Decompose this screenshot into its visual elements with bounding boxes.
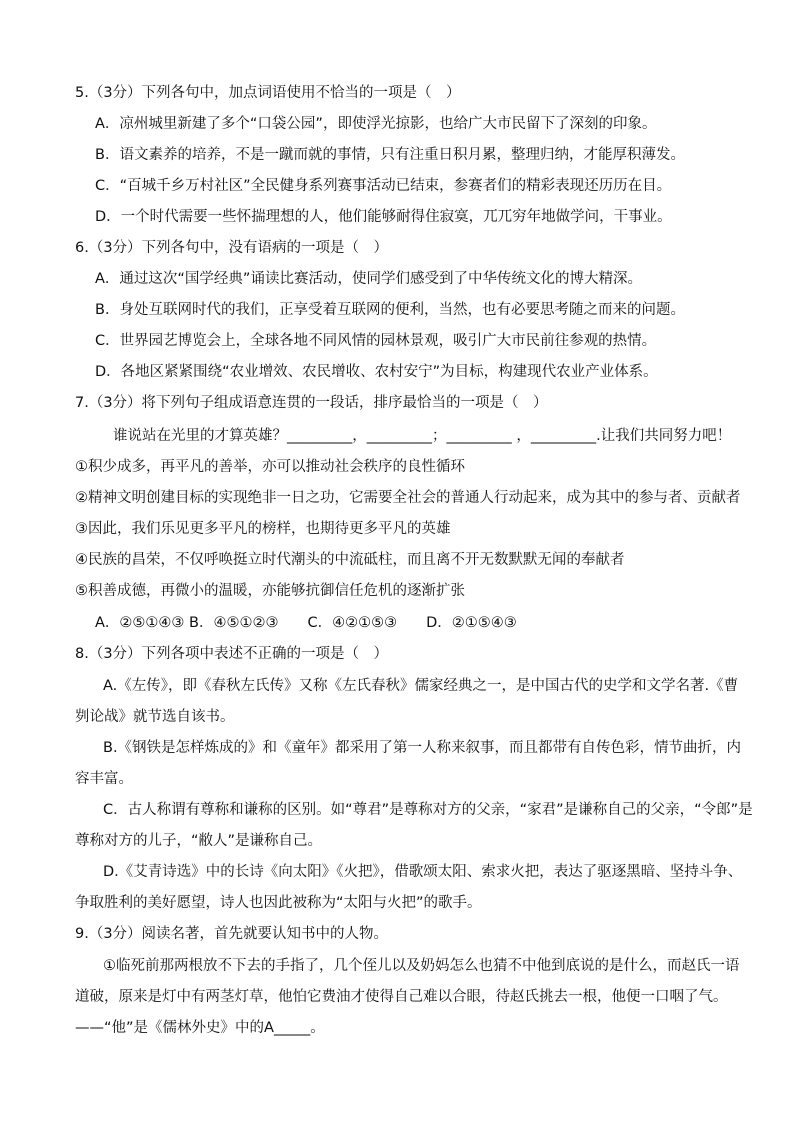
q5-option-c: C．“百城千乡万村社区”全民健身系列赛事活动已结束，参赛者们的精彩表现还历历在目。 [95, 178, 672, 194]
q6-option-c: C．世界园艺博览会上，全球各地不同风情的园林景观，吸引广大市民前往参观的热情。 [95, 333, 657, 349]
q9-passage-line2: 道破，原来是灯中有两茎灯草，他怕它费油才使得自己难以合眼，待赵氏挑去一根，他便一口咽了气。 [75, 989, 728, 1005]
q6-option-d: D．各地区紧紧围绕“农业增效、农民增收、农村安宁”为目标，构建现代农业产业体系。 [95, 364, 658, 380]
q8-option-d-line2: 争取胜利的美好愿望，诗人也因此被称为“太阳与火把”的歌手。 [75, 895, 482, 911]
q8-option-b-line2: 容丰富。 [75, 771, 133, 787]
q8-option-a-line1: A.《左传》，即《春秋左氏传》又称《左氏春秋》儒家经典之一，是中国古代的史学和文学名著.《曹 [103, 678, 739, 694]
q8-option-a-line2: 刿论战》就节选自该书。 [75, 709, 235, 725]
q9-stem: 9.（3分）阅读名著，首先就要认知书中的人物。 [75, 926, 389, 942]
q9-passage-line1: ①临死前那两根放不下去的手指了，几个侄儿以及奶妈怎么也猜不中他到底说的是什么，而赵氏一语 [103, 958, 740, 974]
q6-stem: 6.（3分）下列各句中，没有语病的一项是（ ） [75, 240, 389, 256]
q8-option-c-line2: 尊称对方的儿子，“敝人”是谦称自己。 [75, 833, 323, 849]
q6-option-a: A．通过这次“国学经典”诵读比赛活动，使同学们感受到了中华传统文化的博大精深。 [95, 271, 642, 287]
q7-stem: 7.（3分）将下列句子组成语意连贯的一段话，排序最恰当的一项是（ ） [75, 395, 548, 411]
q5-option-b: B．语文素养的培养，不是一蹴而就的事情，只有注重日积月累，整理归纳，才能厚积薄发。 [95, 147, 685, 163]
q7-sentence-4: ④民族的昌荣，不仅呼唤挺立时代潮头的中流砥柱，而且离不开无数默默无闻的奉献者 [75, 552, 625, 568]
q7-sentence-5: ⑤积善成德，再微小的温暖，亦能够抗御信任危机的逐渐扩张 [75, 583, 465, 599]
q7-sentence-2: ②精神文明创建目标的实现绝非一日之功，它需要全社会的普通人行动起来，成为其中的参与者、贡献者 [75, 490, 741, 506]
q5-option-a: A．凉州城里新建了多个“口袋公园”，即使浮光掠影，也给广大市民留下了深刻的印象。 [95, 116, 657, 132]
q7-options: A．②⑤①④③ B．④⑤①②③ C．④②①⑤③ D．②①⑤④③ [95, 615, 517, 631]
q8-option-d-line1: D.《艾青诗选》中的长诗《向太阳》《火把》，借歌颂太阳、索求火把，表达了驱逐黑暗、坚持斗争、 [103, 864, 743, 880]
q8-option-c-line1: C．古人称谓有尊称和谦称的区别。如“尊君”是尊称对方的父亲，“家君”是谦称自己的父亲，“令郎”是 [103, 802, 753, 818]
q5-option-d: D．一个时代需要一些怀揣理想的人，他们能够耐得住寂寞，兀兀穷年地做学问，干事业。 [95, 209, 672, 225]
q7-sentence-1: ①积少成多，再平凡的善举，亦可以推动社会秩序的良性循环 [75, 459, 465, 475]
q9-answer-prompt: ——“他”是《儒林外史》中的A_____。 [75, 1020, 325, 1036]
q5-stem: 5.（3分）下列各句中，加点词语使用不恰当的一项是（ ） [75, 85, 461, 101]
q6-option-b: B．身处互联网时代的我们，正享受着互联网的便利，当然，也有必要思考随之而来的问题。 [95, 302, 685, 318]
q7-sentence-3: ③因此，我们乐见更多平凡的榜样，也期待更多平凡的英雄 [75, 521, 451, 537]
q7-lead-sentence: 谁说站在光里的才算英雄？_________，_________；_________ ，_________.让我们共同努力吧！ [113, 428, 732, 444]
q8-option-b-line1: B.《钢铁是怎样炼成的》和《童年》都采用了第一人称来叙事，而且都带有自传色彩，情节曲折，内 [103, 740, 742, 756]
q8-stem: 8.（3分）下列各项中表述不正确的一项是（ ） [75, 646, 389, 662]
